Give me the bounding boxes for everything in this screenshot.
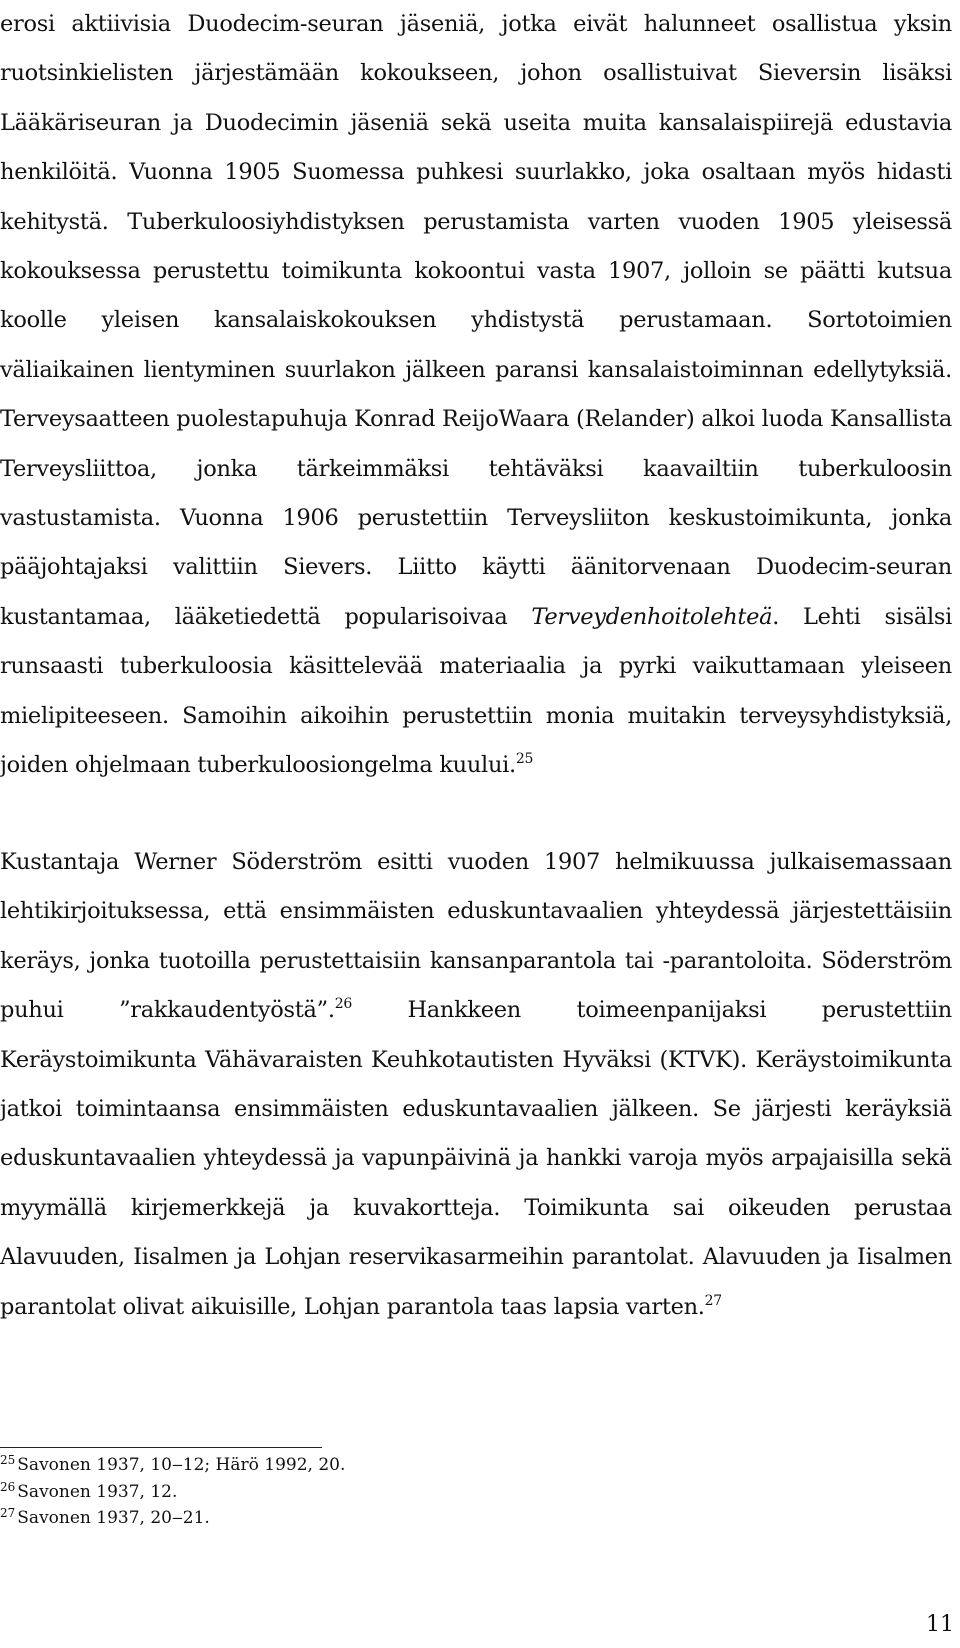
body-paragraph-1 [0,0,952,791]
footnote-reference[interactable]: 25 [515,751,534,768]
footnote-number: 25 [0,1453,16,1467]
footnote-text: Savonen 1937, 10‒12; Härö 1992, 20. [17,1455,346,1475]
paragraph-text: Hankkeen toimeenpanijaksi perustettiin Keräystoimikunta Vähävaraisten Keuhkotautisten Hyväksi (KTVK). Keräystoimikunta jatkoi toimintaansa ensimmäisten eduskuntavaalien jälkeen. Se järjesti keräyksiä eduskuntavaalien yhteydessä ja vapunpäivinä ja hankki varoja myös arpajaisilla sekä myymällä kirjemerkkejä ja kuvakortteja. Toimikunta sai oikeuden perustaa Alavuuden, Iisalmen ja Lohjan reservikasarmeihin parantolat. Alavuuden ja Iisalmen parantolat olivat aikuisille, Lohjan parantola taas lapsia varten. [0,997,952,1320]
footnote-item [0,1479,700,1506]
footnote-item [0,1505,700,1532]
footnote-text: Savonen 1937, 20‒21. [17,1508,210,1528]
footnotes [0,1452,700,1532]
footnote-reference[interactable]: 27 [704,1292,722,1309]
paragraph-text: . Lehti sisälsi runsaasti tuberkuloosia käsittelevää materiaalia ja pyrki vaikuttamaan yleiseen mielipiteeseen. Samoihin aikoihin perustettiin monia muitakin terveysyhdistyksiä, joiden ohjelmaan tuberkuloosiongelma kuului. [0,603,952,779]
footnote-number: 27 [0,1506,16,1520]
footnote-number: 26 [0,1479,16,1494]
paragraph-text: Kustantaja Werner Söderström esitti vuoden 1907 helmikuussa julkaisemassaan lehtikirjoituksessa, että ensimmäisten eduskuntavaalien yhteydessä järjestettäisiin keräys, jonka tuotoilla perustettaisiin kansanparantola tai -parantoloita. Söderström puhui ”rakkaudentyöstä”. [0,849,952,1024]
footnote-reference[interactable]: 26 [334,996,352,1013]
footnote-text: Savonen 1937, 12. [17,1481,178,1502]
footnote-separator [0,1447,322,1448]
publication-title: Terveydenhoitolehteä [531,603,773,630]
footnote-item [0,1452,700,1479]
page-number: 11 [926,1612,954,1637]
body-paragraph-2 [0,838,952,1332]
paragraph-text: erosi aktiivisia Duodecim-seuran jäseniä, jotka eivät halunneet osallistua yksin ruotsinkielisten järjestämään kokoukseen, johon osallistuivat Sieversin lisäksi Lääkäriseuran ja Duodecimin jäseniä sekä useita muita kansalaispiirejä edustavia henkilöitä. Vuonna 1905 Suomessa puhkesi suurlakko, joka osaltaan myös hidasti kehitystä. Tuberkuloosiyhdistyksen perustamista varten vuoden 1905 yleisessä kokouksessa perustettu toimikunta kokoontui vasta 1907, jolloin se päätti kutsua koolle yleisen kansalaiskokouksen yhdistystä perustamaan. Sortotoimien väliaikainen lientyminen suurlakon jälkeen paransi kansalaistoiminnan edellytyksiä. Terveysaatteen puolestapuhuja Konrad ReijoWaara (Relander) alkoi luoda Kansallista Terveysliittoa, jonka tärkeimmäksi tehtäväksi kaavailtiin tuberkuloosin vastustamista. Vuonna 1906 perustettiin Terveysliiton keskustoimikunta, jonka pääjohtajaksi valittiin Sievers. Liitto käytti äänitorvenaan Duodecim-seuran kustantamaa, lääketiedettä popularisoivaa [0,11,952,630]
